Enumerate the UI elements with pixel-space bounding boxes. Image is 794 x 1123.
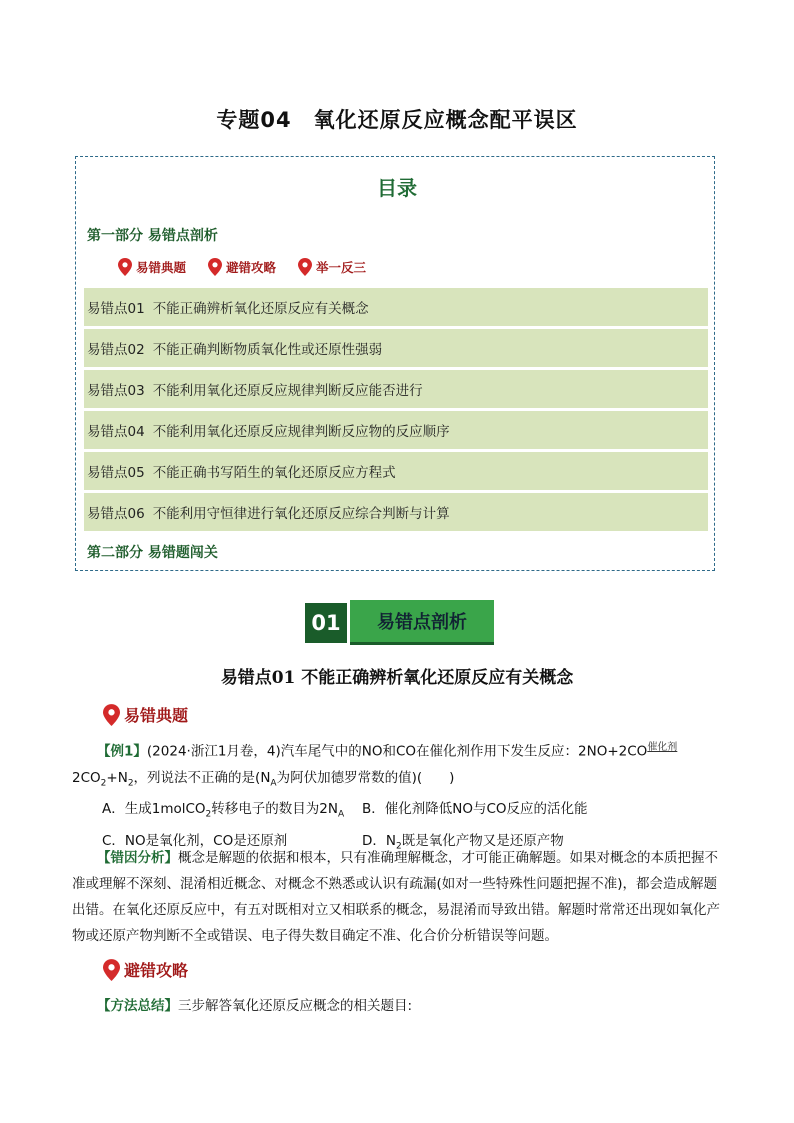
subscript: 2 bbox=[396, 841, 402, 852]
toc-item-text: 不能正确辨析氧化还原反应有关概念 bbox=[152, 301, 369, 317]
tag-label: 避错攻略 bbox=[226, 260, 277, 275]
banner-label: 易错点剖析 bbox=[350, 600, 494, 642]
option-a bbox=[102, 796, 362, 828]
toc-item[interactable] bbox=[84, 411, 708, 449]
option-c: C．NO是氧化剂，CO是还原剂 bbox=[102, 832, 288, 849]
toc-item-text: 不能利用氧化还原反应规律判断反应物的反应顺序 bbox=[152, 424, 450, 440]
analysis-text: 概念是解题的依据和根本，只有准确理解概念，才可能正确解题。如果对概念的本质把握不准或理解不深刻、混淆相近概念、对概念不熟悉或认识有疏漏(如对一些特殊性问题把握不准)，都会造成解题出错。在氧化还原反应中，有五对既相对立又相联系的概念，易混淆而导致出错。解题时常常还出现如氧化产物或还原产物判断不全或错误、电子得失数目确定不准、化合价分析错误等问题。 bbox=[72, 850, 720, 944]
tag-practice bbox=[298, 258, 366, 276]
toc-item[interactable] bbox=[84, 370, 708, 408]
toc-item[interactable] bbox=[84, 493, 708, 531]
tag-label: 举一反三 bbox=[316, 260, 367, 275]
toc-tags bbox=[118, 258, 366, 276]
method-summary bbox=[72, 993, 722, 1019]
method-tag: 【方法总结】 bbox=[97, 998, 178, 1014]
catalyst-label: 催化剂 bbox=[647, 742, 678, 753]
toc-item-text: 不能利用守恒律进行氧化还原反应综合判断与计算 bbox=[152, 506, 450, 522]
example-line2: 2CO bbox=[72, 769, 101, 786]
page-title: 专题04 氧化还原反应概念配平误区 bbox=[216, 108, 578, 132]
option-b: B．催化剂降低NO与CO反应的活化能 bbox=[362, 801, 588, 818]
option-text: 既是氧化产物又是还原产物 bbox=[401, 832, 564, 849]
location-pin-icon bbox=[118, 258, 132, 276]
toc-heading: 目录 bbox=[377, 176, 417, 200]
toc-part1: 第一部分 易错点剖析 bbox=[87, 228, 218, 244]
error-analysis bbox=[72, 845, 722, 949]
toc-item-text: 不能利用氧化还原反应规律判断反应能否进行 bbox=[152, 383, 423, 399]
subscript: A bbox=[337, 809, 345, 820]
toc-item-number: 易错点02 bbox=[87, 342, 145, 358]
toc-item[interactable] bbox=[84, 288, 708, 326]
section-strategy bbox=[103, 958, 188, 981]
method-text: 三步解答氧化还原反应概念的相关题目: bbox=[178, 998, 413, 1014]
banner-number: 01 bbox=[305, 603, 347, 643]
section-typical bbox=[103, 703, 188, 726]
toc-item-number: 易错点03 bbox=[87, 383, 145, 399]
tag-strategy bbox=[208, 258, 276, 276]
section-banner bbox=[305, 600, 495, 645]
toc-item[interactable] bbox=[84, 452, 708, 490]
example-line2: ，列说法不正确的是(N bbox=[133, 769, 271, 786]
example-line1: (2024·浙江1月卷，4)汽车尾气中的NO和CO在催化剂作用下发生反应：2NO+2CO bbox=[146, 743, 648, 760]
toc-item[interactable] bbox=[84, 329, 708, 367]
toc-item-text: 不能正确书写陌生的氧化还原反应方程式 bbox=[152, 465, 396, 481]
toc-part2: 第二部分 易错题闯关 bbox=[87, 545, 218, 561]
section-label: 易错典题 bbox=[124, 706, 189, 725]
subscript: 2 bbox=[205, 809, 212, 820]
location-pin-icon bbox=[208, 258, 222, 276]
subscript: A bbox=[270, 778, 277, 789]
location-pin-icon bbox=[103, 959, 120, 981]
toc-item-number: 易错点04 bbox=[87, 424, 145, 440]
example-tag: 【例1】 bbox=[97, 743, 147, 760]
toc-list bbox=[84, 288, 708, 534]
section-label: 避错攻略 bbox=[124, 961, 189, 980]
toc-item-number: 易错点05 bbox=[87, 465, 145, 481]
error-point-title: 易错点01 不能正确辨析氧化还原反应有关概念 bbox=[220, 668, 574, 688]
tag-label: 易错典题 bbox=[136, 260, 187, 275]
example-line2: 为阿伏加德罗常数的值)( ) bbox=[276, 769, 455, 786]
option-text: D．N bbox=[362, 832, 396, 849]
option-text: 转移电子的数目为2N bbox=[211, 801, 338, 818]
subscript: 2 bbox=[127, 778, 134, 789]
tag-typical bbox=[118, 258, 186, 276]
toc-item-text: 不能正确判断物质氧化性或还原性强弱 bbox=[152, 342, 383, 358]
toc-item-number: 易错点01 bbox=[87, 301, 145, 317]
analysis-tag: 【错因分析】 bbox=[97, 850, 178, 866]
location-pin-icon bbox=[298, 258, 312, 276]
example-line2: +N bbox=[106, 769, 128, 786]
subscript: 2 bbox=[100, 778, 107, 789]
toc-item-number: 易错点06 bbox=[87, 506, 145, 522]
location-pin-icon bbox=[103, 704, 120, 726]
option-text: A．生成1molCO bbox=[102, 801, 206, 818]
example-question bbox=[72, 735, 722, 860]
